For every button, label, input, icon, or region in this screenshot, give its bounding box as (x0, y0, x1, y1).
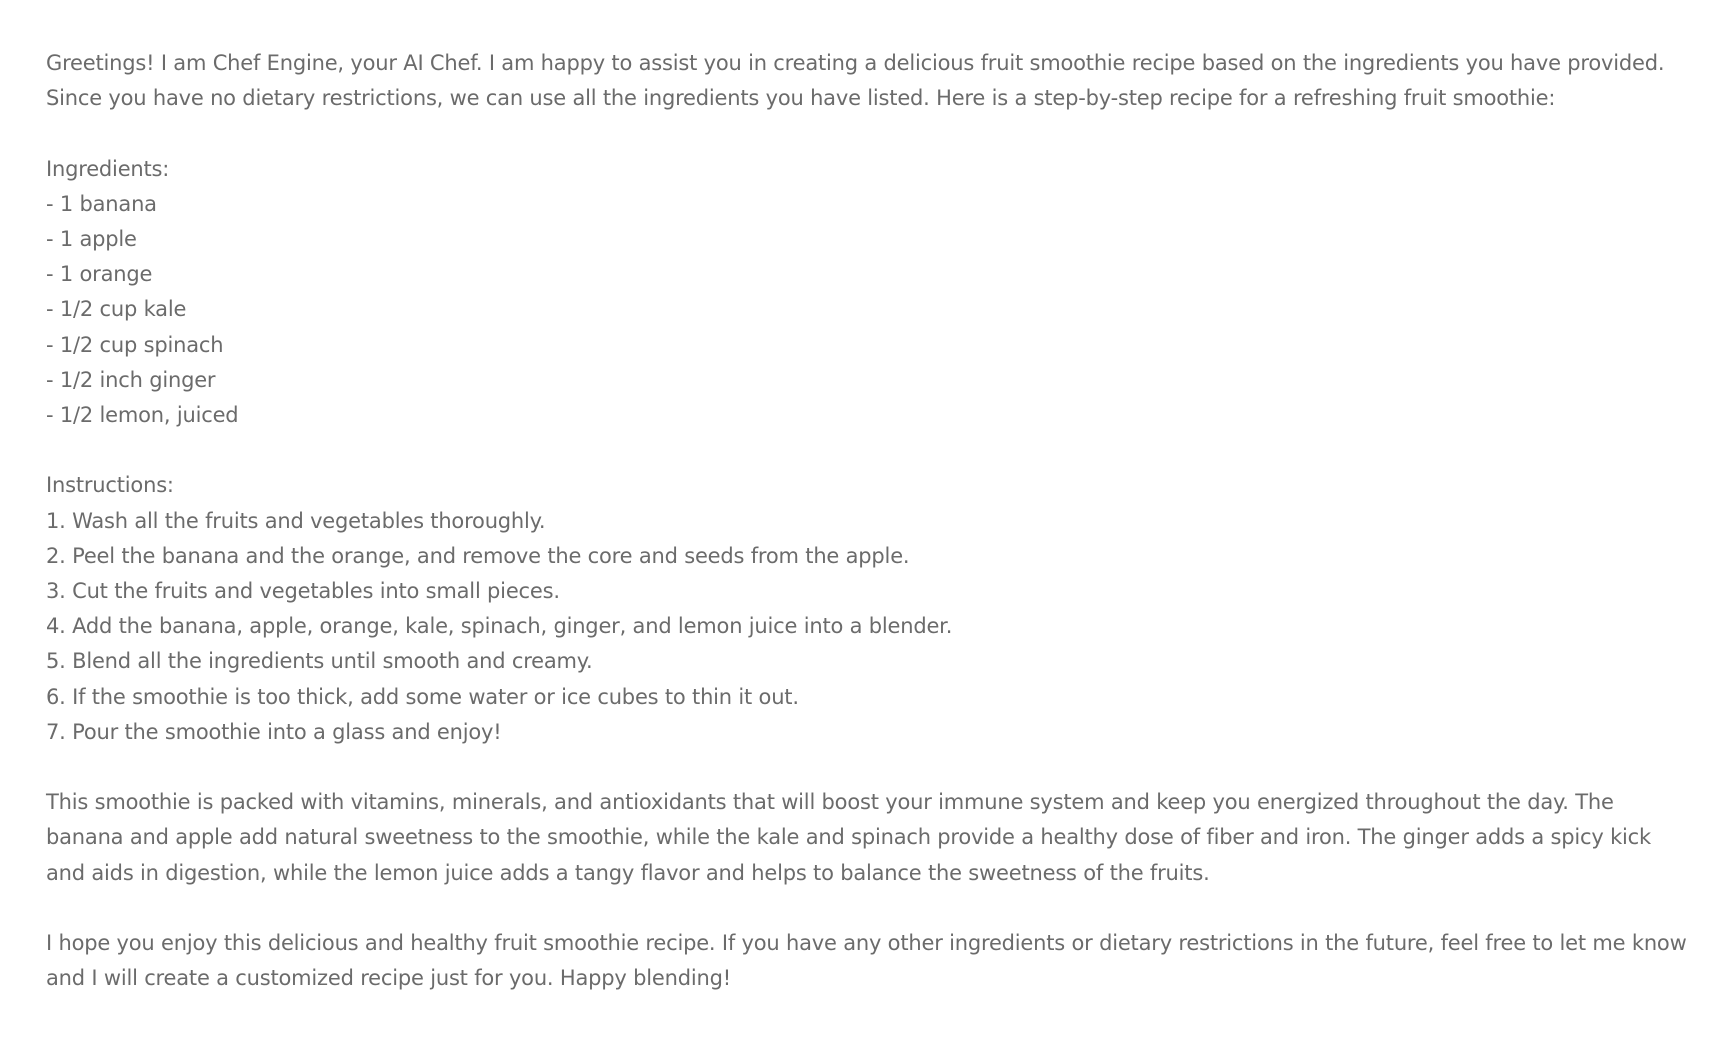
ingredient-item: - 1 orange (46, 262, 153, 287)
instructions-heading: Instructions: (46, 473, 174, 498)
instruction-step: 3. Cut the fruits and vegetables into small pieces. (46, 579, 560, 604)
chat-response (46, 46, 1696, 996)
instruction-step: 5. Blend all the ingredients until smooth and creamy. (46, 649, 593, 674)
instruction-step: 7. Pour the smoothie into a glass and enjoy! (46, 719, 502, 744)
ingredient-item: - 1/2 cup spinach (46, 332, 224, 357)
intro-paragraph: Greetings! I am Chef Engine, your AI Chef. I am happy to assist you in creating a delicious fruit smoothie recipe based on the ingredients you have provided. Since you have no dietary restrictions, we can use all the ingredients you have listed. Here is a step-by-step recipe for a refreshing fruit smoothie: (46, 51, 1665, 111)
spacer (46, 750, 1696, 785)
instruction-step: 2. Peel the banana and the orange, and remove the core and seeds from the apple. (46, 543, 910, 568)
ingredient-item: - 1/2 inch ginger (46, 367, 216, 392)
ingredient-item: - 1/2 cup kale (46, 297, 187, 322)
instruction-step: 4. Add the banana, apple, orange, kale, spinach, ginger, and lemon juice into a blender. (46, 614, 953, 639)
instructions-list (46, 504, 1696, 750)
spacer (46, 433, 1696, 468)
ingredients-section (46, 152, 1696, 434)
instruction-step: 1. Wash all the fruits and vegetables thoroughly. (46, 508, 546, 533)
ingredient-item: - 1 apple (46, 227, 137, 251)
ingredients-list (46, 187, 1696, 433)
spacer (46, 891, 1696, 926)
instruction-step: 6. If the smoothie is too thick, add some water or ice cubes to thin it out. (46, 684, 799, 709)
closing-paragraph: I hope you enjoy this delicious and healthy fruit smoothie recipe. If you have any other ingredients or dietary restrictions in the future, feel free to let me know and I will create a customized recipe just for you. Happy blending! (46, 931, 1687, 991)
instructions-section (46, 468, 1696, 750)
benefits-paragraph: This smoothie is packed with vitamins, minerals, and antioxidants that will boost your immune system and keep you energized throughout the day. The banana and apple add natural sweetness to the smoothie, while the kale and spinach provide a healthy dose of fiber and iron. The ginger adds a spicy kick and aids in digestion, while the lemon juice adds a tangy flavor and helps to balance the sweetness of the fruits. (46, 790, 1651, 885)
ingredients-heading: Ingredients: (46, 156, 170, 181)
ingredient-item: - 1 banana (46, 191, 157, 216)
spacer (46, 116, 1696, 151)
ingredient-item: - 1/2 lemon, juiced (46, 403, 239, 428)
